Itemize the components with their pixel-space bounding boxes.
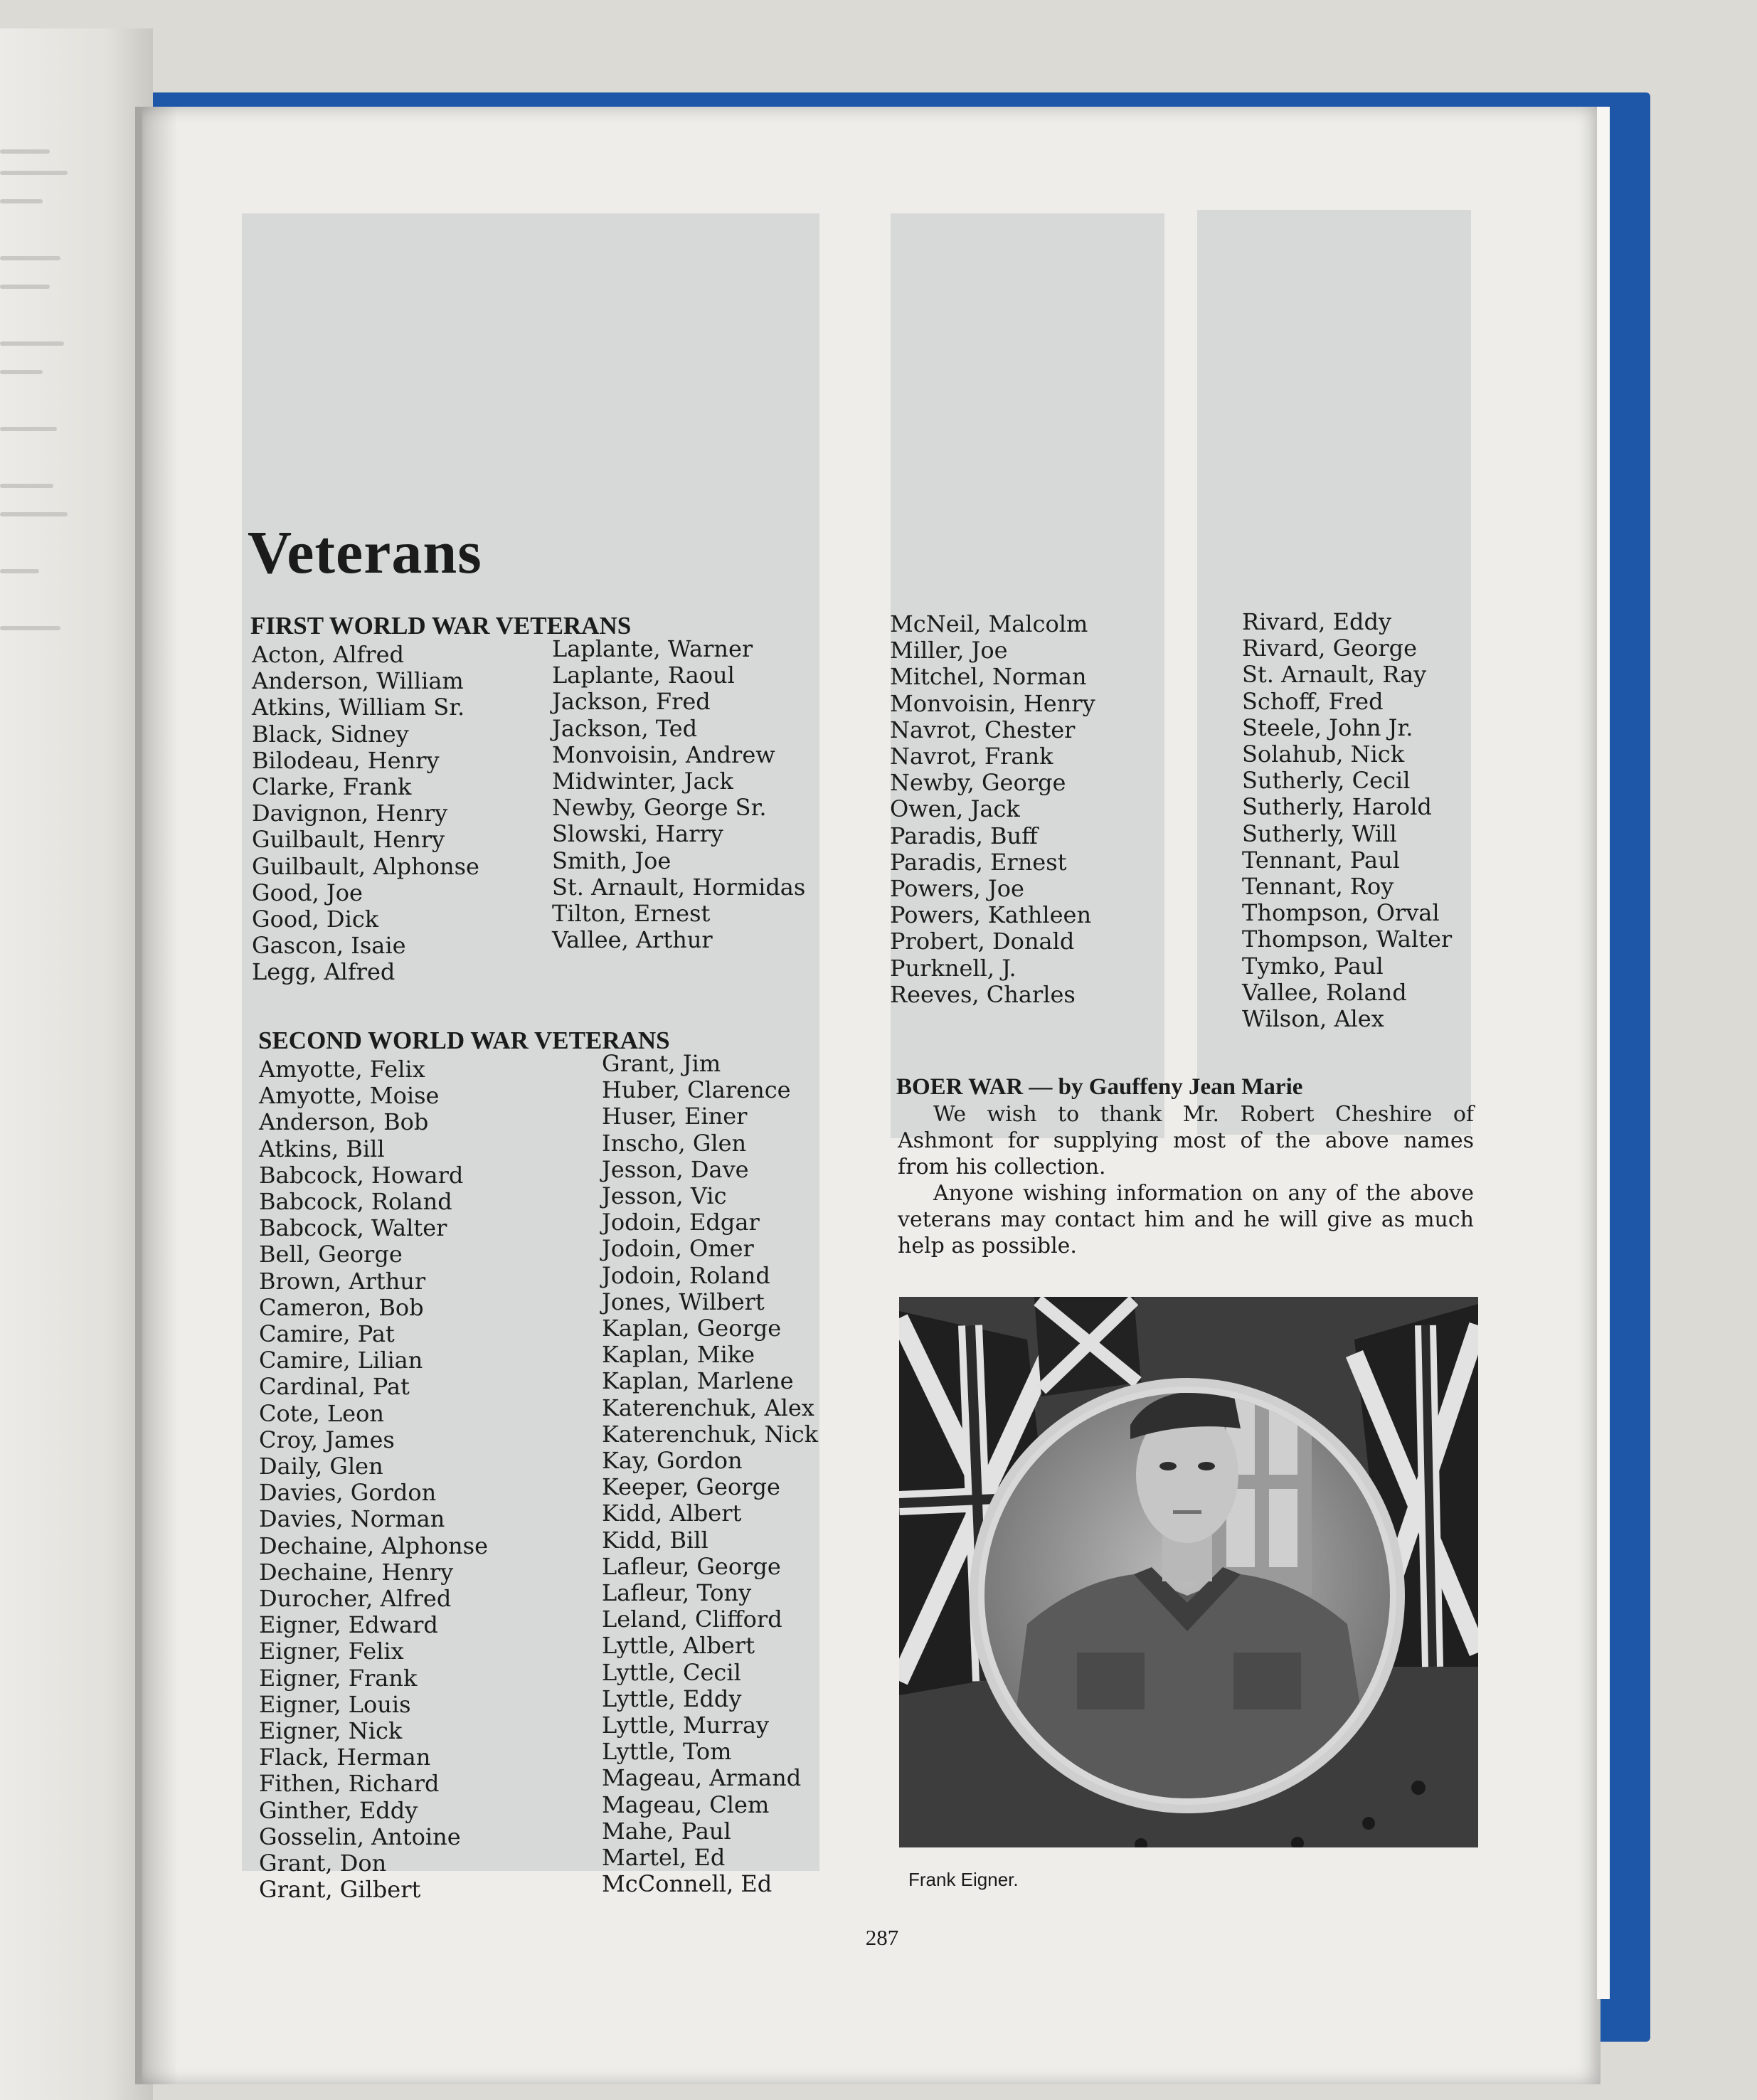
veteran-name: Bell, George	[259, 1241, 403, 1268]
veteran-name: Flack, Herman	[259, 1744, 431, 1771]
veteran-name: Eigner, Frank	[259, 1664, 418, 1692]
union-flag-top	[1034, 1297, 1141, 1396]
veteran-name: Katerenchuk, Alex	[602, 1394, 814, 1421]
veteran-name: Laplante, Raoul	[552, 662, 735, 689]
veteran-name: Rivard, Eddy	[1242, 608, 1392, 635]
veteran-name: Wilson, Alex	[1242, 1005, 1384, 1033]
veteran-name: Clarke, Frank	[252, 773, 412, 801]
photo-caption: Frank Eigner.	[908, 1869, 1019, 1890]
veteran-name: Inscho, Glen	[602, 1129, 747, 1157]
first-ww-column-2	[552, 636, 805, 953]
veteran-name: Sutherly, Harold	[1242, 793, 1432, 821]
veteran-name: Steele, John Jr.	[1242, 714, 1413, 741]
thanks-paragraph: We wish to thank Mr. Robert Cheshire of Ashmont for supplying most of the above names from his collection.	[898, 1102, 1474, 1179]
veteran-name: Lafleur, George	[602, 1552, 781, 1580]
veteran-name: Lyttle, Tom	[602, 1738, 732, 1766]
veteran-name: Thompson, Walter	[1242, 926, 1453, 953]
veteran-photo	[899, 1297, 1478, 1847]
veteran-name: Eigner, Nick	[259, 1717, 403, 1745]
first-ww-heading: FIRST WORLD WAR VETERANS	[250, 612, 632, 640]
veteran-name: Grant, Don	[259, 1850, 387, 1877]
veteran-name: St. Arnault, Ray	[1242, 661, 1427, 689]
veteran-name: Slowski, Harry	[552, 820, 723, 848]
veteran-name: Lyttle, Murray	[602, 1712, 770, 1739]
veteran-name: Gosselin, Antoine	[259, 1823, 461, 1850]
veteran-name: Cameron, Bob	[259, 1293, 424, 1321]
veteran-name: Babcock, Roland	[259, 1188, 452, 1216]
veteran-name: Croy, James	[259, 1426, 395, 1453]
veteran-name: Mahe, Paul	[602, 1817, 731, 1845]
veteran-name: Powers, Kathleen	[890, 901, 1092, 929]
veteran-name: McNeil, Malcolm	[890, 610, 1088, 637]
veteran-name: Grant, Gilbert	[259, 1876, 421, 1904]
veteran-name: Newby, George Sr.	[552, 794, 767, 822]
veteran-name: Camire, Pat	[259, 1320, 395, 1348]
veteran-name: Gascon, Isaie	[252, 932, 406, 960]
second-ww-column-1	[259, 1056, 488, 1904]
veteran-name: Monvoisin, Henry	[890, 689, 1095, 717]
veteran-name: St. Arnault, Hormidas	[552, 873, 806, 901]
veteran-name: Eigner, Felix	[259, 1638, 404, 1665]
veteran-name: Guilbault, Henry	[252, 826, 445, 854]
veteran-name: Davignon, Henry	[252, 800, 448, 827]
veteran-name: Kaplan, Mike	[602, 1341, 755, 1369]
veteran-name: Grant, Jim	[602, 1050, 721, 1077]
veteran-name: Guilbault, Alphonse	[252, 852, 479, 880]
veteran-name: Lyttle, Albert	[602, 1632, 755, 1660]
veteran-name: Eigner, Louis	[259, 1690, 411, 1718]
veteran-name: Mageau, Armand	[602, 1764, 802, 1792]
page-edge	[1597, 107, 1610, 1999]
veteran-name: Sutherly, Will	[1242, 820, 1397, 847]
veteran-name: Fithen, Richard	[259, 1770, 440, 1798]
veteran-name: Jones, Wilbert	[602, 1288, 765, 1315]
veteran-name: Vallee, Arthur	[552, 926, 713, 954]
veteran-name: Babcock, Walter	[259, 1214, 447, 1242]
veteran-name: Camire, Lilian	[259, 1347, 423, 1374]
veteran-name: Amyotte, Felix	[259, 1056, 425, 1083]
veteran-name: Eigner, Edward	[259, 1611, 438, 1639]
veteran-name: Jesson, Dave	[602, 1155, 749, 1183]
second-ww-column-2	[602, 1051, 818, 1898]
veteran-name: Acton, Alfred	[252, 641, 405, 668]
veteran-name: Durocher, Alfred	[259, 1585, 452, 1613]
page-number: 287	[865, 1925, 899, 1950]
veteran-name: Kidd, Bill	[602, 1526, 708, 1554]
veteran-name: Katerenchuk, Nick	[602, 1420, 819, 1448]
veteran-name: Schoff, Fred	[1242, 687, 1384, 715]
gutter-shadow	[135, 107, 178, 2084]
veteran-name: Navrot, Frank	[890, 743, 1053, 770]
veteran-name: Martel, Ed	[602, 1844, 726, 1872]
first-ww-column-1	[252, 642, 479, 986]
veteran-name: Leland, Clifford	[602, 1606, 782, 1633]
veteran-name: Tymko, Paul	[1242, 952, 1384, 980]
veteran-name: Tennant, Paul	[1242, 846, 1400, 874]
veteran-name: Huser, Einer	[602, 1103, 748, 1130]
veteran-name: Ginther, Eddy	[259, 1796, 418, 1824]
veteran-name: Kidd, Albert	[602, 1500, 742, 1527]
veteran-name: Davies, Norman	[259, 1505, 445, 1533]
veteran-name: Lafleur, Tony	[602, 1579, 752, 1607]
veteran-name: Purknell, J.	[890, 954, 1016, 982]
veteran-name: Rivard, George	[1242, 635, 1418, 662]
veteran-name: Good, Joe	[252, 879, 363, 906]
veteran-name: McConnell, Ed	[602, 1870, 773, 1898]
veteran-name: Miller, Joe	[890, 637, 1008, 664]
veteran-name: Jesson, Vic	[602, 1182, 727, 1210]
veteran-name: Anderson, Bob	[259, 1108, 429, 1136]
veteran-name: Kaplan, George	[602, 1315, 782, 1342]
veteran-name: Powers, Joe	[890, 875, 1024, 903]
veteran-name: Atkins, William Sr.	[252, 694, 465, 721]
veteran-name: Dechaine, Henry	[259, 1558, 454, 1586]
page-title: Veterans	[248, 518, 482, 586]
second-ww-heading: SECOND WORLD WAR VETERANS	[258, 1027, 670, 1054]
left-page	[0, 28, 153, 2100]
veteran-name: Newby, George	[890, 769, 1066, 797]
veteran-name: Keeper, George	[602, 1473, 780, 1501]
veteran-name: Kay, Gordon	[602, 1447, 743, 1475]
veteran-name: Vallee, Roland	[1242, 978, 1407, 1006]
veteran-name: Laplante, Warner	[552, 635, 753, 662]
veteran-name: Lyttle, Cecil	[602, 1658, 741, 1686]
veteran-name: Amyotte, Moise	[259, 1082, 440, 1110]
veteran-name: Legg, Alfred	[252, 958, 396, 986]
veteran-name: Kaplan, Marlene	[602, 1367, 794, 1395]
veteran-name: Navrot, Chester	[890, 716, 1076, 743]
veteran-name: Bilodeau, Henry	[252, 746, 440, 774]
veteran-name: Dechaine, Alphonse	[259, 1532, 488, 1559]
veteran-name: Solahub, Nick	[1242, 741, 1405, 768]
contact-paragraph: Anyone wishing information on any of the above veterans may contact him and he will give as much help as possible.	[898, 1181, 1474, 1258]
veteran-name: Lyttle, Eddy	[602, 1685, 742, 1712]
veteran-name: Tennant, Roy	[1242, 873, 1394, 901]
veteran-name: Reeves, Charles	[890, 980, 1076, 1008]
veteran-name: Paradis, Buff	[890, 822, 1038, 849]
veteran-name: Smith, Joe	[552, 847, 672, 874]
veteran-name: Probert, Donald	[890, 928, 1075, 955]
second-ww-column-3	[890, 611, 1095, 1008]
veteran-name: Good, Dick	[252, 906, 379, 933]
veteran-name: Sutherly, Cecil	[1242, 767, 1411, 795]
veteran-name: Jodoin, Roland	[602, 1261, 770, 1289]
boer-war-heading: BOER WAR — by Gauffeny Jean Marie	[896, 1074, 1303, 1100]
veteran-name: Babcock, Howard	[259, 1161, 464, 1189]
veteran-name: Jackson, Ted	[552, 714, 698, 742]
veteran-name: Atkins, Bill	[259, 1135, 385, 1162]
second-ww-column-4	[1242, 609, 1452, 1032]
veteran-name: Anderson, William	[252, 667, 464, 695]
veteran-name: Thompson, Orval	[1242, 899, 1440, 927]
veteran-name: Midwinter, Jack	[552, 768, 733, 795]
veteran-name: Jackson, Fred	[552, 688, 711, 716]
veteran-name: Black, Sidney	[252, 720, 409, 748]
veteran-name: Jodoin, Omer	[602, 1235, 754, 1263]
veteran-name: Owen, Jack	[890, 795, 1020, 823]
veteran-name: Brown, Arthur	[259, 1267, 426, 1295]
veteran-name: Huber, Clarence	[602, 1076, 791, 1104]
veteran-name: Daily, Glen	[259, 1453, 383, 1480]
veteran-name: Mageau, Clem	[602, 1791, 770, 1818]
veteran-name: Cote, Leon	[259, 1399, 384, 1427]
veteran-name: Jodoin, Edgar	[602, 1209, 760, 1236]
veteran-name: Cardinal, Pat	[259, 1373, 410, 1401]
veteran-name: Davies, Gordon	[259, 1479, 437, 1507]
veteran-name: Tilton, Ernest	[552, 900, 711, 928]
veteran-name: Paradis, Ernest	[890, 848, 1067, 876]
veteran-name: Mitchel, Norman	[890, 663, 1087, 691]
boer-war-text	[898, 1101, 1474, 1259]
veteran-name: Monvoisin, Andrew	[552, 741, 775, 768]
